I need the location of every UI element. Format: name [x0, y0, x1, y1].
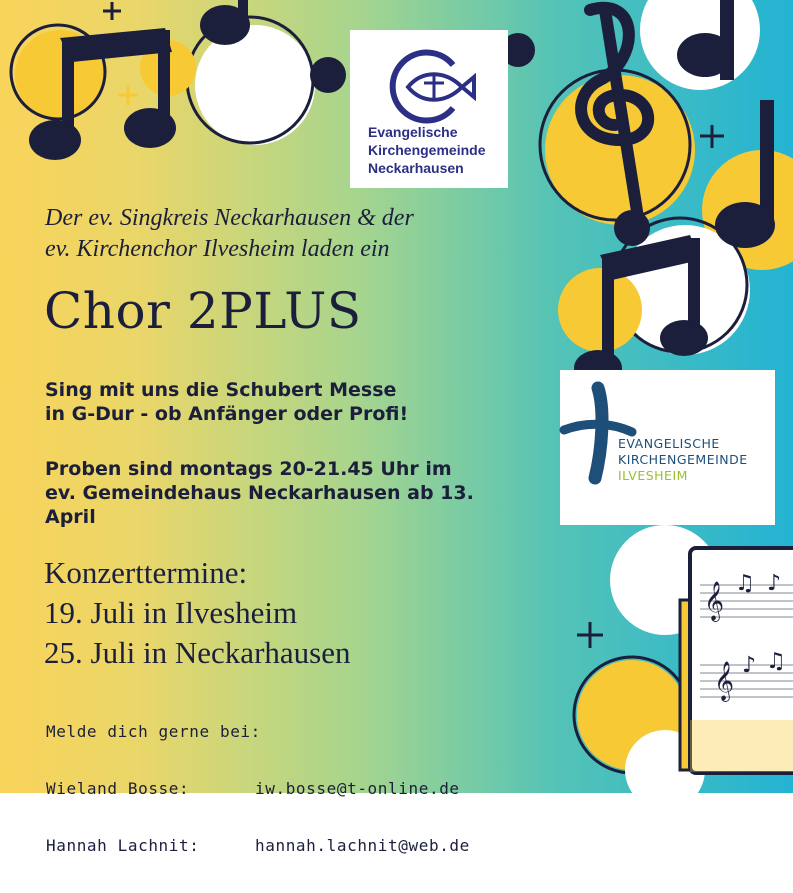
- clef-dot: [614, 210, 650, 246]
- logo-line: Kirchengemeinde: [368, 142, 486, 158]
- white-circle: [195, 25, 315, 145]
- tagline-line: in G-Dur - ob Anfänger oder Profi!: [45, 403, 409, 425]
- sheet-music-icon: [680, 548, 793, 773]
- star-icon: [103, 2, 121, 20]
- page-title: Chor 2PLUS: [44, 282, 362, 340]
- svg-text:♫: ♫: [735, 571, 755, 596]
- rehearsal-info: [45, 457, 474, 529]
- contact-email[interactable]: iw.bosse@t-online.de: [255, 779, 460, 798]
- logo-neckarhausen: [350, 30, 508, 188]
- rehearsal-line: April: [45, 506, 96, 528]
- logo-neckarhausen-text: [368, 123, 485, 177]
- logo-line: EVANGELISCHE: [618, 436, 720, 451]
- logo-ilvesheim: [560, 370, 775, 525]
- contact-name: Hannah Lachnit:: [46, 836, 200, 855]
- contact-name: Wieland Bosse:: [46, 779, 190, 798]
- invitation-text: [45, 203, 414, 265]
- contact-email[interactable]: hannah.lachnit@web.de: [255, 836, 470, 855]
- concert-dates: [44, 553, 350, 673]
- invitation-line: Der ev. Singkreis Neckarhausen & der: [45, 205, 414, 231]
- logo-ilvesheim-text: [618, 436, 748, 484]
- rehearsal-line: ev. Gemeindehaus Neckarhausen ab 13.: [45, 482, 474, 504]
- rehearsal-line: Proben sind montags 20-21.45 Uhr im: [45, 458, 452, 480]
- concert-date: 19. Juli in Ilvesheim: [44, 595, 298, 630]
- contact-heading: Melde dich gerne bei:: [46, 722, 261, 741]
- logo-line: ILVESHEIM: [618, 468, 688, 483]
- svg-text:♪: ♪: [742, 653, 757, 678]
- svg-text:♫: ♫: [766, 649, 786, 674]
- invitation-line: ev. Kirchenchor Ilvesheim laden ein: [45, 236, 390, 262]
- contact-row: [46, 779, 470, 798]
- concert-heading: Konzerttermine:: [44, 555, 248, 590]
- logo-line: Neckarhausen: [368, 160, 464, 176]
- fish-cross-logo-icon: [350, 30, 508, 130]
- note-icon: [677, 0, 775, 248]
- logo-line: KIRCHENGEMEINDE: [618, 452, 748, 467]
- tagline: [45, 378, 408, 426]
- svg-text:𝄞: 𝄞: [714, 661, 735, 701]
- yellow-circle: [558, 268, 642, 352]
- svg-text:𝄞: 𝄞: [704, 581, 725, 621]
- contact-block: [46, 684, 470, 893]
- logo-line: Evangelische: [368, 124, 458, 140]
- tagline-line: Sing mit uns die Schubert Messe: [45, 379, 397, 401]
- svg-text:♪: ♪: [767, 571, 782, 596]
- concert-date: 25. Juli in Neckarhausen: [44, 635, 351, 670]
- contact-row: [46, 836, 470, 855]
